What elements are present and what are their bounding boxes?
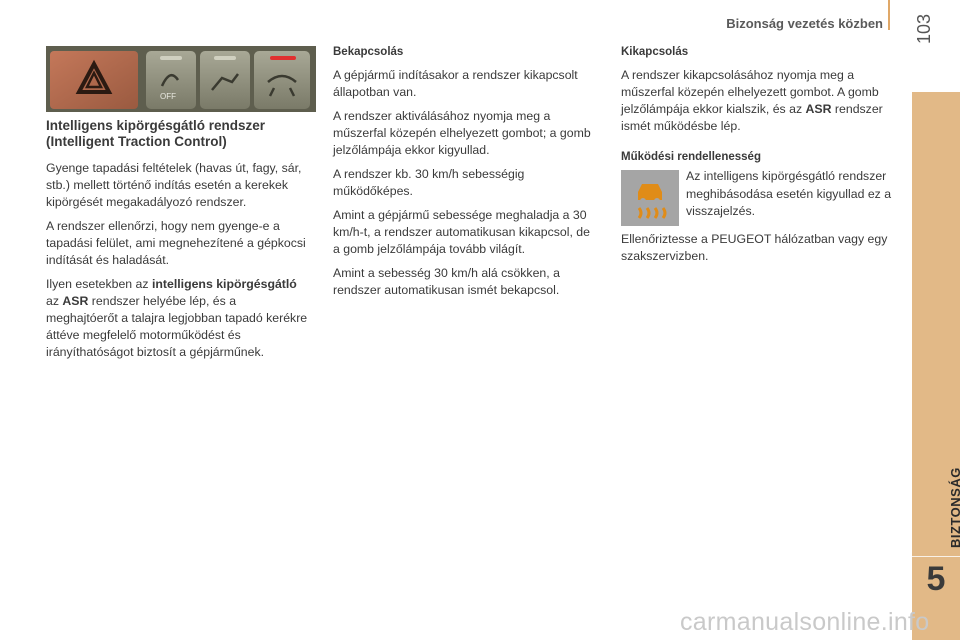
watermark: carmanualsonline.info bbox=[680, 608, 930, 636]
paragraph: A rendszer kb. 30 km/h sebességig működőképes. bbox=[333, 167, 525, 198]
column-intro bbox=[46, 118, 311, 368]
page-number: 103 bbox=[914, 13, 934, 44]
heading-malfunction: Működési rendellenesség bbox=[621, 151, 761, 163]
dashboard-buttons-photo bbox=[46, 46, 316, 112]
hazard-button bbox=[50, 51, 138, 109]
paragraph: A gépjármű indításakor a rendszer kikapcsolt állapotban van. bbox=[333, 68, 578, 99]
column-deactivation bbox=[621, 44, 893, 172]
traction-indicator-lamp bbox=[270, 56, 296, 60]
section-title: Intelligens kipörgésgátló rendszer (Intelligent Traction Control) bbox=[46, 118, 266, 149]
svg-text:OFF: OFF bbox=[160, 92, 176, 101]
paragraph: Amint a sebesség 30 km/h alá csökken, a rendszer automatikusan ismét bekapcsol. bbox=[333, 266, 560, 297]
traction-warning-lamp bbox=[621, 170, 679, 226]
skid-warning-icon bbox=[621, 170, 679, 226]
section-label: BIZTONSÁG bbox=[948, 467, 963, 548]
paragraph-check: A rendszer ellenőrzi, hogy nem gyenge-e a tapadási felület, ami megnehezítené a gépkocsi indítását és haladását. bbox=[46, 219, 306, 267]
page-header-title: Bizonság vezetés közben bbox=[726, 16, 883, 31]
paragraph: A rendszer aktiválásához nyomja meg a műszerfal közepén elhelyezett gombot; a gomb jelzőlámpája ekkor kigyullad. bbox=[333, 109, 591, 157]
paragraph: A rendszer kikapcsolásához nyomja meg a műszerfal közepén elhelyezett gombot. A gomb jelzőlámpája ekkor kialszik, és az ASR rendszer ismét működésbe lép. bbox=[621, 68, 883, 133]
section-number: 5 bbox=[926, 560, 946, 598]
column-activation bbox=[333, 44, 595, 306]
paragraph-asr: Ilyen esetekben az intelligens kipörgésgátló az ASR rendszer helyébe lép, és a meghajtóerőt a talajra legjobban tapadó kerékre áttéve megfelelő motorműködést és irányíthatóságot biztosít a gépjárműnek. bbox=[46, 277, 308, 359]
heading-activation: Bekapcsolás bbox=[333, 46, 404, 58]
section-sidebar bbox=[912, 92, 960, 640]
dashboard-buttons-illustration bbox=[46, 46, 316, 112]
section-divider bbox=[912, 556, 960, 557]
paragraph-service: Ellenőriztesse a PEUGEOT hálózatban vagy egy szakszervizben. bbox=[621, 232, 888, 263]
malfunction-description: Az intelligens kipörgésgátló rendszer meghibásodása esetén kigyullad ez a visszajelzés. bbox=[686, 169, 892, 218]
paragraph: Amint a gépjármű sebessége meghaladja a 30 km/h-t, a rendszer automatikusan kikapcsol, de a gomb jelzőlámpája tovább világít. bbox=[333, 208, 590, 256]
heading-deactivation: Kikapcsolás bbox=[621, 46, 689, 58]
paragraph-description: Gyenge tapadási feltételek (havas út, fagy, sár, stb.) mellett történő indítás esetén a kerekek kipörgését megakadályozó rendszer. bbox=[46, 161, 302, 209]
header-divider bbox=[888, 0, 890, 30]
